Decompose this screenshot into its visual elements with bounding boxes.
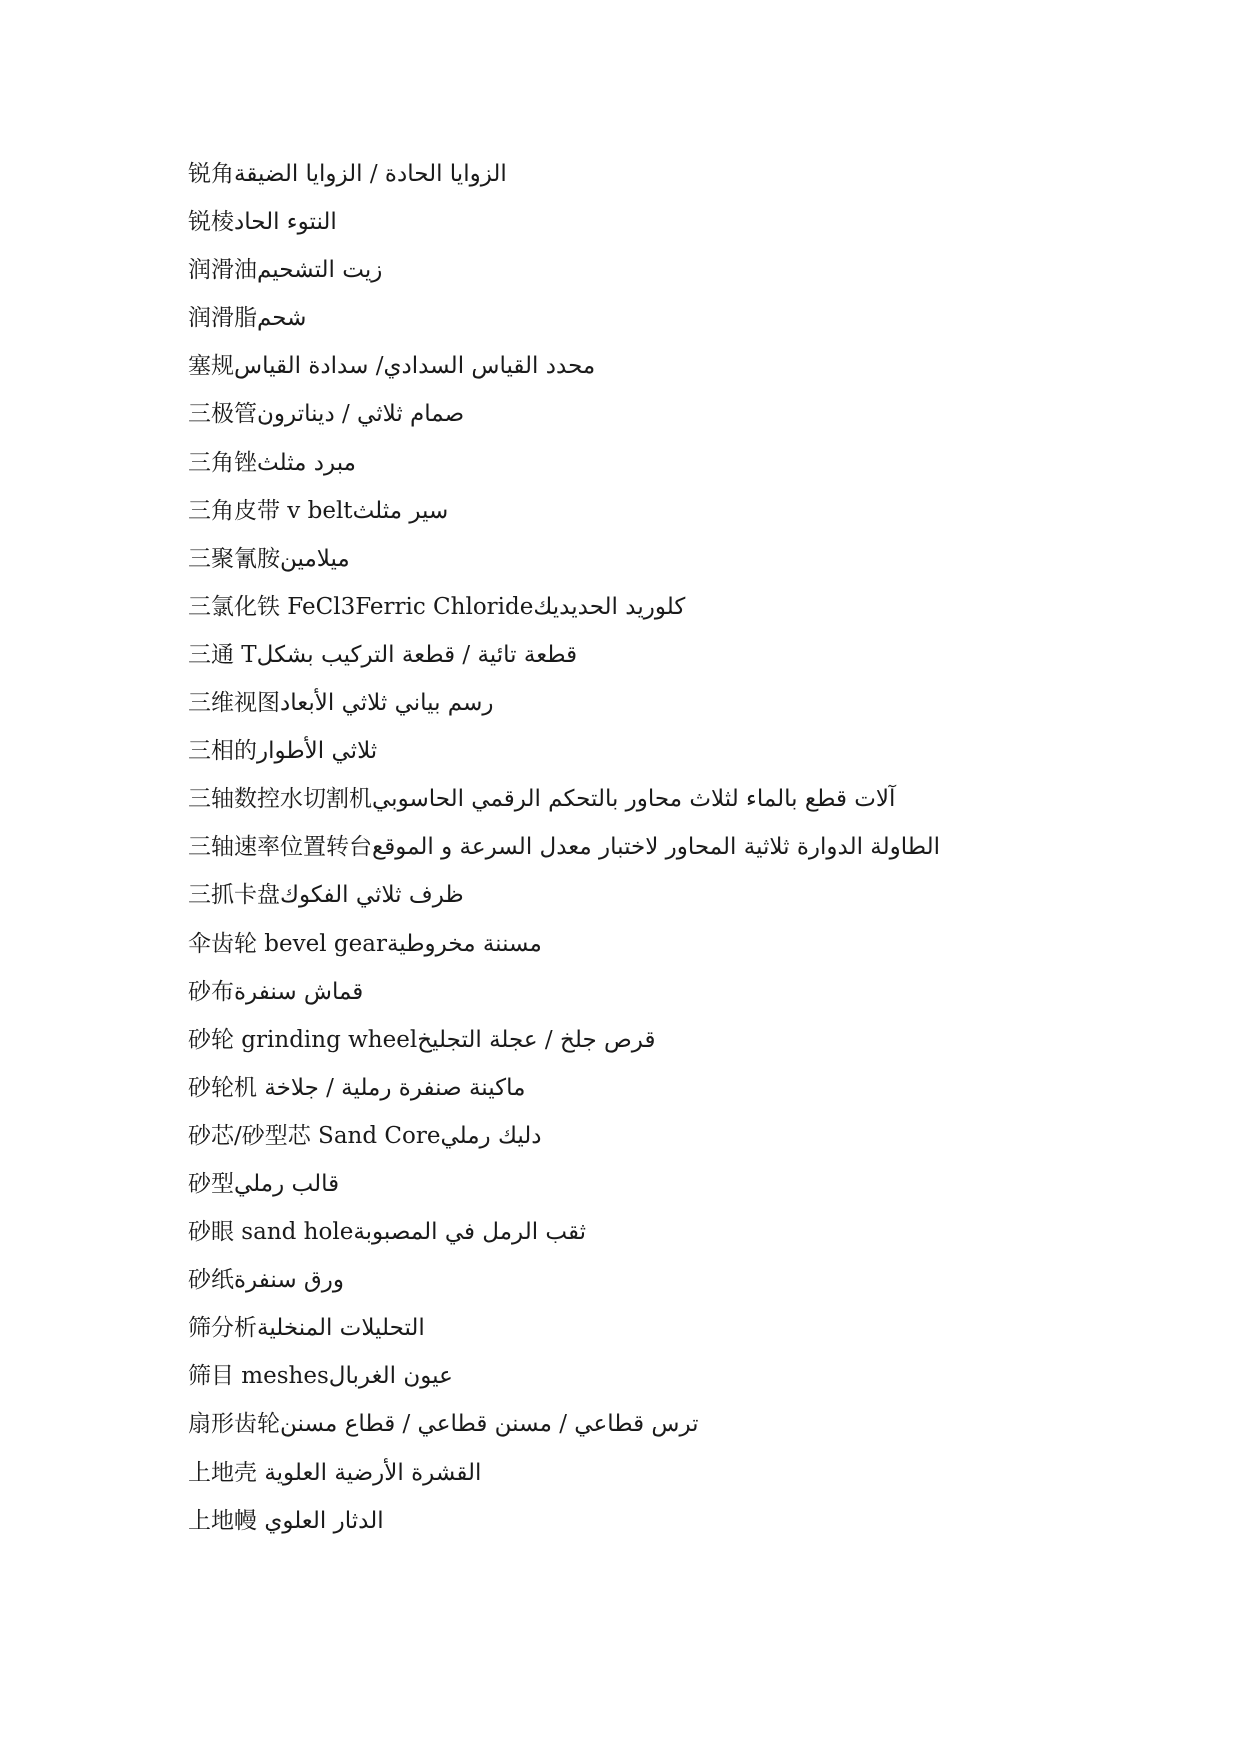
glossary-entry: 三轴速率位置转台الطاولة الدوارة ثلاثية المحاور لاختبار معدل السرعة و الموقع <box>188 834 941 861</box>
glossary-entry: 三角皮带 v beltسير مثلث <box>188 497 449 524</box>
glossary-entry: 伞齿轮 bevel gearمسننة مخروطية <box>188 930 542 957</box>
glossary-entry: 扇形齿轮ترس قطاعي / مسنن قطاعي / قطاع مسنن <box>188 1411 699 1438</box>
glossary-entry: 砂轮机 ماكينة صنفرة رملية / جلاخة <box>188 1074 526 1101</box>
glossary-entry: 塞规محدد القياس السدادي/ سدادة القياس <box>188 353 596 380</box>
glossary-entry: 锐棱النتوء الحاد <box>188 209 337 236</box>
glossary-entry: 砂轮 grinding wheelقرص جلخ / عجلة التجليخ <box>188 1026 656 1053</box>
glossary-entry: 筛分析التحليلات المنخلية <box>188 1315 425 1342</box>
glossary-entry: 三抓卡盘ظرف ثلاثي الفكوك <box>188 882 464 909</box>
glossary-entry: 三轴数控水切割机آلات قطع بالماء لثلاث محاور بالتحكم الرقمي الحاسوبي <box>188 786 896 813</box>
glossary-list <box>188 156 1188 1551</box>
glossary-entry: 砂纸ورق سنفرة <box>188 1267 344 1294</box>
glossary-entry: 三氯化铁 FeCl3Ferric Chlorideكلوريد الحديديك <box>188 593 686 620</box>
glossary-entry: 三维视图رسم بياني ثلاثي الأبعاد <box>188 690 494 717</box>
glossary-entry: 筛目 meshesعيون الغربال <box>188 1363 453 1390</box>
glossary-entry: 上地幔 الدثار العلوي <box>188 1507 384 1534</box>
glossary-entry: 砂型قالب رملي <box>188 1170 340 1197</box>
glossary-entry: 砂芯/砂型芯 Sand Coreدليك رملي <box>188 1122 542 1149</box>
glossary-entry: 润滑脂شحم <box>188 305 307 332</box>
glossary-entry: 三相的ثلاثي الأطوار <box>188 738 378 765</box>
glossary-entry: 锐角الزوايا الحادة / الزوايا الضيقة <box>188 161 507 187</box>
glossary-entry: 润滑油زيت التشحيم <box>188 257 383 284</box>
glossary-entry: 三聚氰胺ميلامين <box>188 545 350 572</box>
glossary-entry: 砂眼 sand holeثقب الرمل في المصبوبة <box>188 1219 587 1246</box>
glossary-entry: 三角锉مبرد مثلث <box>188 449 356 476</box>
glossary-entry: 上地壳 القشرة الأرضية العلوية <box>188 1459 482 1486</box>
glossary-entry: 砂布قماش سنفرة <box>188 978 364 1005</box>
glossary-entry: 三通 Tقطعة تائية / قطعة التركيب بشكل <box>188 641 578 668</box>
glossary-entry: 三极管صمام ثلاثي / ديناترون <box>188 401 465 428</box>
